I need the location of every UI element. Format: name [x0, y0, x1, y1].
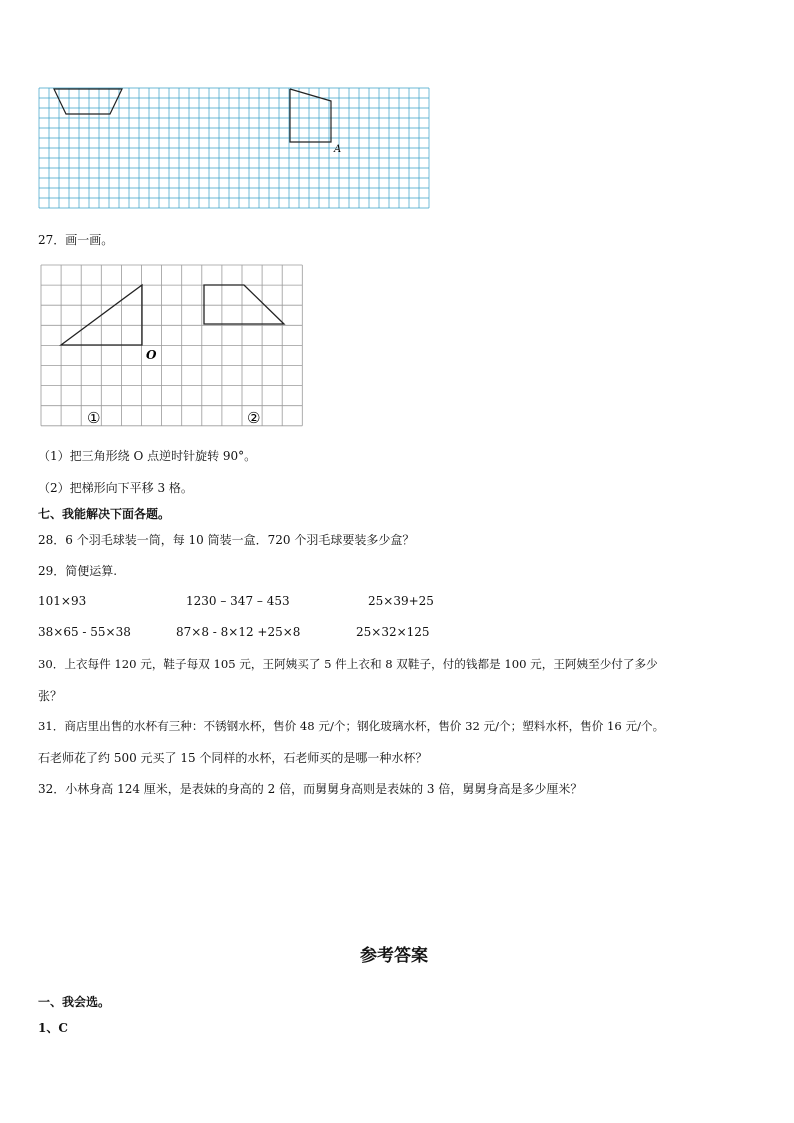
- figure-label-2: ②: [247, 409, 261, 427]
- q32-text: 32．小林身高 124 厘米，是表妹的身高的 2 倍，而舅舅身高则是表妹的 3 倍，舅舅身高是多少厘米？: [38, 782, 583, 796]
- q31-line2: 石老师花了约 500 元买了 15 个同样的水杯，石老师买的是哪一种水杯？: [38, 751, 428, 765]
- answers-section1: 一、我会选。: [38, 995, 111, 1009]
- figure-label-1: ①: [87, 409, 101, 427]
- q27-sub1: （1）把三角形绕 O 点逆时针旋转 90°。: [38, 449, 257, 463]
- q28-text: 28．6 个羽毛球装一筒，每 10 筒装一盒．720 个羽毛球要装多少盒？: [38, 533, 415, 547]
- q29-expr-2: 1230 – 347 – 453: [186, 594, 290, 608]
- right-trapezoid-shape: [204, 285, 284, 324]
- q29-heading: 29．简便运算.: [38, 564, 118, 578]
- section7-heading: 七、我能解决下面各题。: [38, 507, 171, 521]
- answers-item1: 1、C: [38, 1021, 68, 1035]
- q27-sub2: （2）把梯形向下平移 3 格。: [38, 481, 193, 495]
- answers-title: 参考答案: [360, 946, 428, 966]
- trapezoid-shape: [54, 89, 122, 114]
- q29-expr-6: 25×32×125: [356, 625, 430, 639]
- q27-heading: 27．画一画。: [38, 233, 114, 247]
- top-grid-figure: [38, 87, 430, 213]
- q29-expr-1: 101×93: [38, 594, 87, 608]
- top-grid-lines: [39, 88, 429, 208]
- q31-line1: 31．商店里出售的水杯有三种：不锈钢水杯，售价 48 元/个；钢化玻璃水杯，售价 32 元/个；塑料水杯，售价 16 元/个。: [38, 719, 665, 733]
- q27-grid-figure: [40, 264, 308, 430]
- q29-expr-3: 25×39+25: [368, 594, 434, 608]
- point-label-o: O: [146, 348, 157, 362]
- q30-line2: 张？: [38, 689, 63, 703]
- q30-line1: 30．上衣每件 120 元，鞋子每双 105 元，王阿姨买了 5 件上衣和 8 双鞋子，付的钱都是 100 元，王阿姨至少付了多少: [38, 657, 658, 671]
- quadrilateral-shape: [290, 89, 331, 142]
- q29-expr-4: 38×65 - 55×38: [38, 625, 131, 639]
- q29-expr-5: 87×8 - 8×12 +25×8: [176, 625, 301, 639]
- point-label-a: A: [334, 144, 342, 155]
